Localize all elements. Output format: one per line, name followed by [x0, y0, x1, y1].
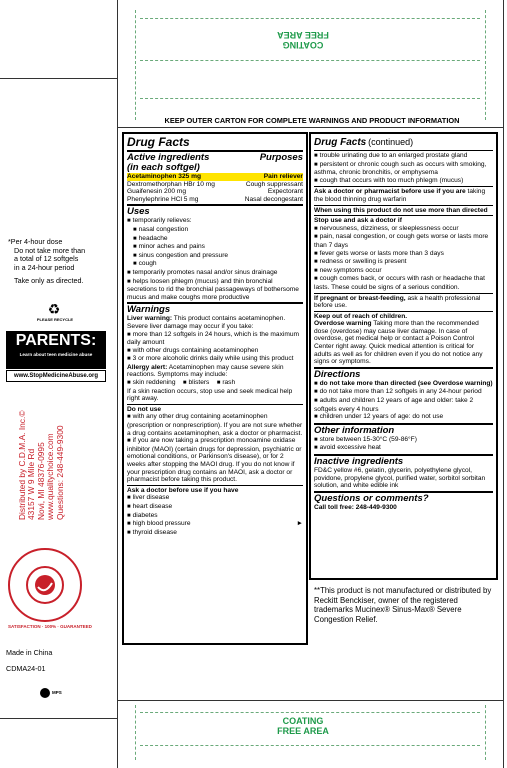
liver-warning-text: This product contains acetaminophen. Severe liver damage may occur if you take: — [127, 315, 286, 330]
coating-bottom-line2: FREE AREA — [277, 726, 329, 736]
divider — [127, 404, 303, 405]
drug-facts-panel-left — [122, 132, 308, 645]
ask-doctor-last-row — [127, 520, 303, 529]
drug-facts-title: Drug Facts — [127, 135, 190, 149]
uses-heading: Uses — [127, 206, 150, 218]
ask-doctor-item: ■ heart disease — [127, 503, 303, 512]
fold-line-left — [117, 0, 118, 768]
recycle-label: PLEASE RECYCLE — [36, 317, 74, 322]
ask-doctor-item: ■ thyroid disease — [127, 529, 303, 538]
overdose-warning — [314, 320, 493, 366]
questions-text: Call toll free: 248-449-9300 — [314, 503, 397, 511]
do-not-use-item: ■ with any other drug containing acetaminophen (prescription or nonprescription). If you are not sure whether a drug contains acetaminophen, ask a doctor or pharmacist. — [127, 413, 303, 437]
allergy-alert-label: Allergy alert: — [127, 363, 168, 371]
ask-doctor-item: ■ diabetes — [127, 512, 303, 521]
do-not-use-item: ■ if you are now taking a prescription monoamine oxidase inhibitor (MAOI) (certain drugs for depression, psychiatric or emotional conditions, or Parkinson's disease), or for 2 weeks after stopping the MAOI drug. If you do not know if your prescription drug contains an MAOI, ask a doctor or pharmacist before taking this product. — [127, 437, 303, 484]
distributor-line: Distributed by C.D.M.A. Inc.© — [17, 410, 27, 520]
ask-doctor-item: ■ persistent or chronic cough such as occurs with smoking, asthma, chronic bronchitis, or emphysema — [314, 161, 493, 177]
glue-dash-5 — [140, 98, 480, 99]
divider — [314, 293, 493, 294]
divider — [314, 150, 493, 151]
glue-dash-9 — [485, 705, 486, 760]
purposes-heading: Purposes — [259, 152, 303, 163]
product-code: CDMA24-01 — [6, 664, 46, 673]
divider — [127, 485, 303, 486]
stop-use-item: ■ pain, nasal congestion, or cough gets worse or lasts more than 7 days — [314, 233, 493, 249]
ask-doctor-item: ■ liver disease — [127, 494, 303, 503]
direction-item: ■ do not take more than 12 softgels in any 24-hour period — [314, 388, 493, 397]
glue-dash-4 — [140, 60, 480, 61]
direction-item: ■ adults and children 12 years of age and older: take 2 softgels every 4 hours — [314, 397, 493, 413]
allergy-item: ■ blisters — [183, 379, 210, 386]
fold-line-bottom — [117, 700, 503, 701]
ask-pharmacist — [314, 188, 493, 203]
drug-facts-panel-right — [309, 132, 498, 580]
use-item: ■ headache — [127, 235, 303, 244]
keep-out-of-reach: Keep out of reach of children. — [314, 312, 408, 320]
ingredient-row — [127, 188, 303, 196]
flap-edge-left-bottom — [0, 718, 118, 719]
pregnancy-text: ask a health professional before use. — [314, 294, 481, 310]
liver-item: ■ 3 or more alcoholic drinks daily while using this product — [127, 355, 303, 364]
overdose-text: Taking more than the recommended dose (overdose) may cause liver damage. In case of overdose, get medical help or contact a Poison Control Center right away. Quick medical attention is critical for adults as well as for children even if you do not notice any signs or symptoms. — [314, 320, 483, 366]
pregnancy-label: If pregnant or breast-feeding, — [314, 294, 406, 302]
per-dose-note — [8, 238, 108, 286]
ingredient-purpose: Cough suppressant — [245, 180, 303, 188]
per-dose-line: in a 24-hour period — [14, 262, 75, 272]
distributor-line: Questions: 248-449-9300 — [54, 425, 65, 520]
questions-heading: Questions or comments? — [314, 492, 429, 504]
satisfaction-seal — [8, 548, 82, 622]
ask-pharmacist-text: taking the blood thinning drug warfarin — [314, 188, 486, 203]
use-item: ■ minor aches and pains — [127, 243, 303, 252]
coating-top-line1: COATING — [282, 40, 324, 50]
pregnancy-warning — [314, 295, 493, 310]
top-banner: KEEP OUTER CARTON FOR COMPLETE WARNINGS AND PRODUCT INFORMATION — [164, 116, 460, 125]
ingredient-name: Phenylephrine HCl 5 mg — [127, 195, 199, 203]
ask-doctor-item: ■ cough that occurs with too much phlegm (mucus) — [314, 177, 493, 186]
divider — [314, 186, 493, 187]
liver-item: ■ with other drugs containing acetaminophen — [127, 347, 303, 356]
stop-use-item: ■ new symptoms occur — [314, 267, 493, 276]
ingredient-purpose: Expectorant — [267, 188, 303, 196]
footnote-text: **This product is not manufactured or distributed by Reckitt Benckiser, owner of the registered trademarks Mucinex® Sinus-Max® Severe Congestion Relief. — [314, 586, 492, 624]
coating-free-area-bottom — [243, 716, 363, 736]
flap-edge-left — [0, 78, 118, 79]
drug-facts-continued-title — [314, 136, 493, 149]
per-dose-line: Do not take more than — [14, 245, 86, 255]
active-subheading: (in each softgel) — [127, 162, 200, 173]
glue-dash-3 — [140, 18, 480, 19]
ingredient-row — [127, 173, 303, 181]
distributor-line: 43157 W 9 Mile Rd — [26, 448, 37, 520]
glue-dash-8 — [135, 705, 136, 760]
ask-pharmacist-label: Ask a doctor or pharmacist before use if you are — [314, 188, 466, 196]
ingredient-row — [127, 181, 303, 189]
per-dose-line: a total of 12 softgels — [14, 254, 79, 264]
liver-warning-label: Liver warning: — [127, 315, 173, 323]
when-using-text: When using this product do not use more than directed — [314, 206, 488, 214]
glue-dash-2 — [485, 10, 486, 120]
parents-title: PARENTS: — [15, 332, 97, 349]
mps-logo-icon — [40, 688, 50, 698]
allergy-item: ■ skin reddening — [127, 379, 176, 386]
uses-intro: ■ temporarily relieves: — [127, 217, 303, 226]
fold-line-top — [117, 127, 503, 128]
ingredient-name: Dextromethorphan HBr 10 mg — [127, 180, 215, 188]
active-ingredients-heading: Active ingredients — [127, 152, 210, 163]
ask-doctor-item: ■ trouble urinating due to an enlarged prostate gland — [314, 152, 493, 161]
use-item: ■ sinus congestion and pressure — [127, 252, 303, 261]
divider — [314, 215, 493, 216]
divider — [127, 204, 303, 206]
allergy-alert — [127, 364, 303, 379]
ingredient-name: Acetaminophen 325 mg — [127, 173, 202, 180]
distributor-line: Novi, MI 48376-0995 — [35, 442, 46, 520]
per-dose-line: *Per 4-hour dose — [8, 237, 63, 246]
divider — [314, 205, 493, 206]
direction-item: ■ children under 12 years of age: do not use — [314, 413, 493, 422]
ask-doctor-item: ■ high blood pressure — [127, 520, 191, 529]
made-in-text: Made in China — [6, 648, 53, 657]
parents-url[interactable]: www.StopMedicineAbuse.org — [6, 370, 106, 382]
fold-line-right — [503, 0, 504, 768]
warnings-heading: Warnings — [127, 304, 171, 316]
allergy-alert-text: Acetaminophen may cause severe skin reactions. Symptoms may include: — [127, 363, 284, 379]
use-more: ■ helps loosen phlegm (mucus) and thin bronchial secretions to rid the bronchial passageways of bothersome mucus and make coughs more productive — [127, 278, 303, 302]
inactive-text: FD&C yellow #6, gelatin, glycerin, polyethylene glycol, povidone, propylene glycol, purified water, sorbitol sorbitan solution, and white edible ink — [314, 467, 486, 490]
use-item: ■ nasal congestion — [127, 226, 303, 235]
stop-use-heading: Stop use and ask a doctor if — [314, 217, 402, 225]
glue-dash-6 — [140, 712, 480, 713]
directions-heading: Directions — [314, 368, 361, 380]
ask-doctor-heading: Ask a doctor before use if you have — [127, 486, 239, 494]
allergy-item: ■ rash — [217, 379, 235, 386]
allergy-items-row — [127, 379, 303, 388]
continued-label: (continued) — [368, 137, 414, 147]
liver-item: ■ more than 12 softgels in 24 hours, which is the maximum daily amount — [127, 331, 303, 347]
distributor-line: www.qualitychoice.com — [45, 433, 56, 520]
seal-text: SATISFACTION · 100% · GUARANTEED — [8, 624, 92, 629]
use-item: ■ cough — [127, 260, 303, 269]
parents-subtitle: Learn about teen medicine abuse — [19, 352, 93, 357]
drug-facts-title: Drug Facts — [314, 137, 367, 148]
glue-dash-7 — [140, 745, 480, 746]
parents-banner — [6, 331, 106, 369]
stop-use-item: ■ cough comes back, or occurs with rash or headache that lasts. These could be signs of a serious condition. — [314, 275, 493, 291]
do-not-use-heading: Do not use — [127, 405, 162, 413]
stop-use-item: ■ redness or swelling is present — [314, 258, 493, 267]
overdose-label: Overdose warning — [314, 320, 372, 328]
other-info-item: ■ avoid excessive heat — [314, 444, 493, 453]
inactive-heading: Inactive ingredients — [314, 456, 404, 467]
coating-free-area-top — [243, 30, 363, 50]
allergy-after: If a skin reaction occurs, stop use and seek medical help right away. — [127, 387, 293, 403]
mps-label: MPS — [52, 690, 62, 695]
other-info-item: ■ store between 15-30°C (59-86°F) — [314, 436, 493, 445]
coating-top-line2: FREE AREA — [277, 30, 329, 40]
direction-item: ■ do not take more than directed (see Overdose warning) — [314, 380, 493, 389]
other-info-heading: Other information — [314, 424, 395, 436]
ingredient-row — [127, 196, 303, 204]
liver-warning — [127, 315, 303, 330]
continue-arrow-icon: ► — [296, 520, 303, 528]
divider — [314, 311, 493, 312]
ingredient-name: Guaifenesin 200 mg — [127, 188, 187, 196]
distributor-block — [18, 370, 65, 520]
ingredient-purpose: Nasal decongestant — [244, 195, 303, 203]
recycle-icon: ♻ — [47, 301, 61, 317]
stop-use-item: ■ nervousness, dizziness, or sleeplessness occur — [314, 225, 493, 234]
take-only-text: Take only as directed. — [14, 276, 84, 286]
use-more: ■ temporarily promotes nasal and/or sinus drainage — [127, 269, 303, 278]
glue-dash-1 — [135, 10, 136, 120]
stop-use-item: ■ fever gets worse or lasts more than 3 days — [314, 250, 493, 259]
ingredient-purpose: Pain reliever — [263, 173, 303, 180]
seal-graphic — [10, 550, 80, 620]
coating-bottom-line1: COATING — [282, 716, 324, 726]
